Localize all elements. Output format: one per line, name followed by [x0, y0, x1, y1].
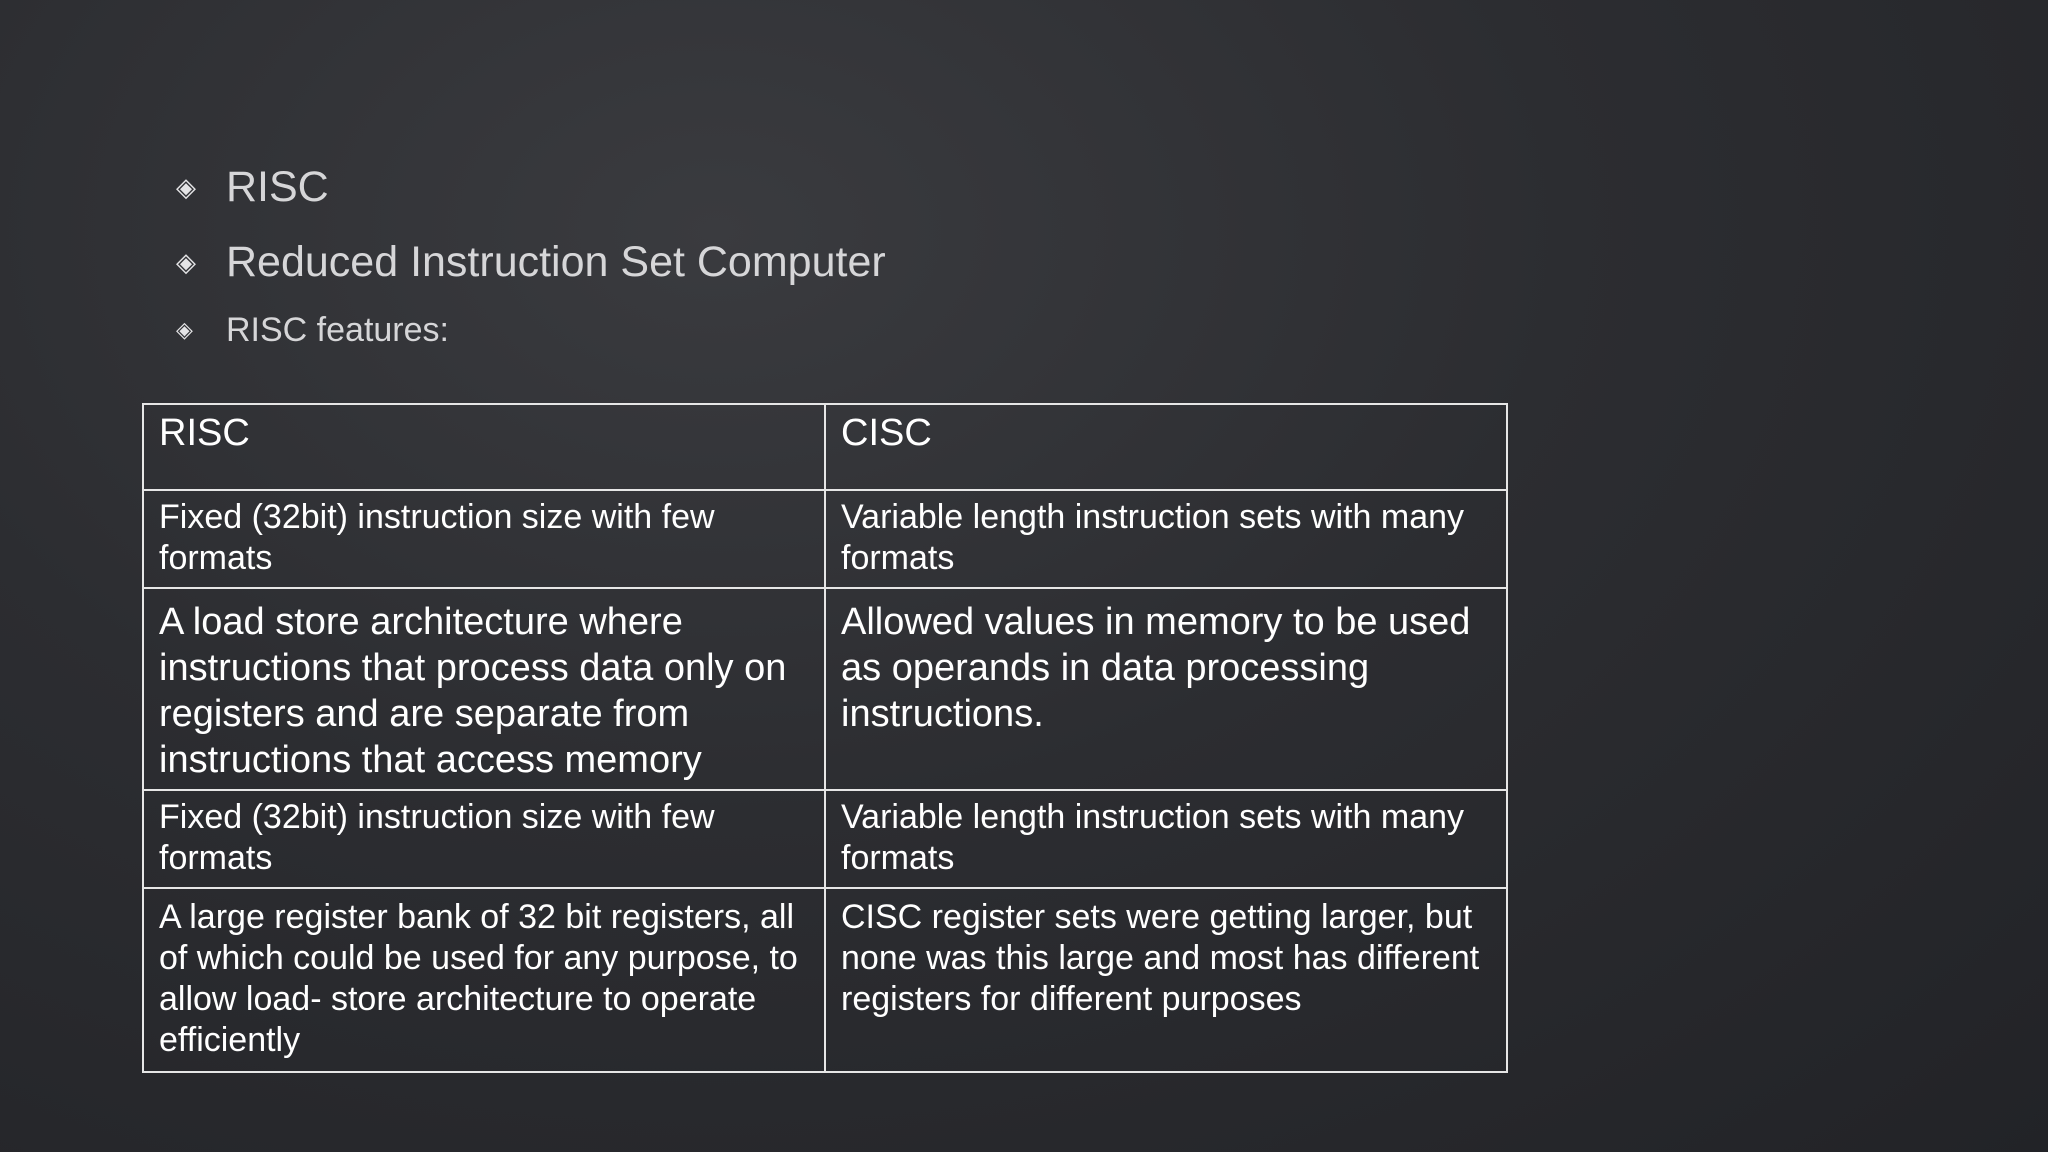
header-risc: RISC — [143, 404, 825, 490]
bullet-text: Reduced Instruction Set Computer — [226, 238, 886, 286]
bullet-list — [176, 150, 1776, 360]
table-cell-risc: Fixed (32bit) instruction size with few formats — [143, 790, 825, 888]
table-header-row — [143, 404, 1507, 490]
table-cell-risc: A load store architecture where instructions that process data only on registers and are separate from instructions that access memory — [143, 588, 825, 790]
diamond-bullet-icon: ◈ — [176, 317, 193, 343]
bullet-item — [176, 225, 1776, 300]
bullet-text: RISC features: — [226, 310, 449, 349]
diamond-bullet-icon: ◈ — [176, 247, 196, 278]
table-cell-cisc: Allowed values in memory to be used as operands in data processing instructions. — [825, 588, 1507, 790]
table-row — [143, 490, 1507, 588]
table-cell-cisc: CISC register sets were getting larger, but none was this large and most has different registers for different purposes — [825, 888, 1507, 1072]
bullet-text: RISC — [226, 163, 329, 211]
table-cell-risc: Fixed (32bit) instruction size with few formats — [143, 490, 825, 588]
table-row — [143, 588, 1507, 790]
diamond-bullet-icon: ◈ — [176, 172, 196, 203]
table-cell-cisc: Variable length instruction sets with many formats — [825, 790, 1507, 888]
comparison-table — [142, 403, 1508, 1073]
bullet-item — [176, 300, 1776, 360]
table-row — [143, 888, 1507, 1072]
table-cell-risc: A large register bank of 32 bit registers, all of which could be used for any purpose, to allow load- store architecture to operate efficiently — [143, 888, 825, 1072]
table-row — [143, 790, 1507, 888]
header-cisc: CISC — [825, 404, 1507, 490]
bullet-item — [176, 150, 1776, 225]
table-cell-cisc: Variable length instruction sets with many formats — [825, 490, 1507, 588]
